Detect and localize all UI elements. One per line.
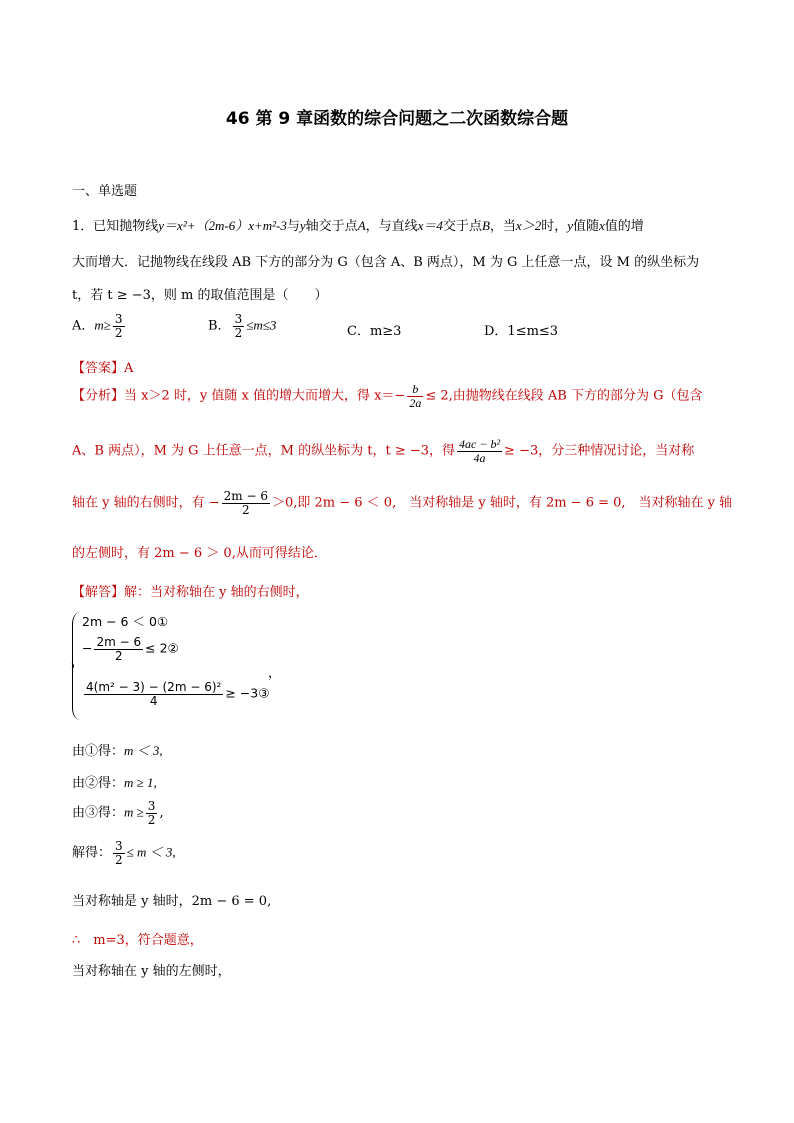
fraction bbox=[84, 681, 223, 707]
denominator: 2 bbox=[234, 325, 243, 340]
solution-intro bbox=[72, 581, 309, 600]
numerator: 3 bbox=[114, 312, 123, 326]
inequality-2 bbox=[82, 636, 179, 662]
question-line-1 bbox=[72, 215, 644, 234]
condition: x＞2 bbox=[515, 218, 542, 233]
question-line-3: t，若 t ≥ −3，则 m 的取值范围是（ ） bbox=[72, 288, 328, 303]
analysis-text: ≥ −3，分三种情况讨论，当对称 bbox=[504, 443, 695, 459]
option-c: C．m≥3 bbox=[347, 324, 402, 339]
numerator: 4(m² − 3) − (2m − 6)² bbox=[86, 680, 222, 694]
inequality-1: 2m − 6 ＜ 0① bbox=[82, 614, 169, 629]
answer-line bbox=[72, 357, 133, 376]
question-text: 与 bbox=[286, 219, 300, 234]
analysis-text: ≤ 2,由抛物线在线段 AB 下方的部分为 G（包含 bbox=[425, 388, 703, 404]
analysis-label: 【分析】 bbox=[72, 388, 125, 404]
solution-text: 解：当对称轴在 y 轴的右侧时， bbox=[124, 585, 309, 600]
var-y: y bbox=[299, 218, 306, 233]
question-line-2: 大而增大．记抛物线在线段 AB 下方的部分为 G（包含 A、B 两点），M 为 G 上任意一点，设 M 的纵坐标为 bbox=[72, 255, 700, 270]
numerator: b bbox=[407, 383, 423, 397]
fraction bbox=[146, 800, 158, 826]
minus-sign: − bbox=[82, 640, 93, 656]
fraction bbox=[222, 490, 270, 516]
section-heading: 一、单选题 bbox=[72, 184, 138, 199]
analysis-text: 轴在 y 轴的右侧时，有 − bbox=[72, 495, 220, 511]
option-a bbox=[72, 313, 127, 339]
fraction bbox=[457, 438, 502, 464]
denominator: 2 bbox=[114, 648, 123, 663]
analysis-line-2 bbox=[72, 438, 694, 464]
numerator: 2m − 6 bbox=[223, 489, 268, 503]
result-label: 由③得： bbox=[72, 805, 125, 821]
result-label: 由②得： bbox=[72, 776, 125, 791]
page-title: 46 第 9 章函数的综合问题之二次函数综合题 bbox=[225, 109, 569, 129]
result-value: m ≥ bbox=[124, 804, 144, 820]
analysis-line-1 bbox=[72, 383, 702, 409]
line-equation: x＝4 bbox=[417, 218, 443, 233]
answer-value: A bbox=[124, 361, 134, 376]
result-3 bbox=[72, 800, 164, 826]
denominator: 2 bbox=[147, 812, 156, 827]
point-b: B bbox=[481, 218, 490, 233]
result-value: m ＜ 3, bbox=[124, 743, 163, 758]
fraction bbox=[407, 383, 423, 409]
system-brace-tip bbox=[68, 663, 74, 669]
system-comma: ， bbox=[268, 666, 282, 681]
parabola-equation: y＝x²+（2m-6）x+m²-3 bbox=[158, 218, 287, 233]
result-value: ≤ m ＜ 3, bbox=[126, 844, 176, 860]
inequality-rhs: ≤ 2② bbox=[145, 640, 179, 656]
denominator: 2 bbox=[114, 325, 123, 340]
solution-label: 【解答】 bbox=[72, 585, 125, 600]
case-2-result: ∴ m=3，符合题意， bbox=[72, 933, 203, 948]
question-text: 值随 bbox=[573, 219, 600, 234]
question-text: 轴交于点 bbox=[305, 219, 358, 234]
numerator: 3 bbox=[234, 312, 243, 326]
result-label: 解得： bbox=[72, 845, 112, 861]
option-label: A． bbox=[72, 318, 95, 334]
question-number: 1．已知抛物线 bbox=[72, 219, 159, 234]
option-d: D．1≤m≤3 bbox=[484, 324, 559, 339]
numerator: 2m − 6 bbox=[96, 635, 142, 649]
question-text: 值的增 bbox=[604, 219, 644, 234]
result-label: 由①得： bbox=[72, 744, 125, 759]
result-value: m ≥ 1, bbox=[124, 775, 157, 790]
inequality-3 bbox=[82, 681, 269, 707]
question-text: ，与直线 bbox=[365, 219, 418, 234]
result-value: , bbox=[159, 805, 164, 821]
analysis-text: ＞0,即 2m − 6 ＜ 0, 当对称轴是 y 轴时，有 2m − 6 = 0, 当对称轴在 y 轴 bbox=[271, 495, 733, 511]
question-text: 时， bbox=[541, 219, 568, 234]
fraction bbox=[113, 313, 125, 339]
fraction bbox=[233, 313, 245, 339]
numerator: 4ac − b² bbox=[459, 437, 501, 451]
result-1 bbox=[72, 740, 163, 759]
fraction bbox=[113, 840, 125, 866]
fraction bbox=[94, 636, 143, 662]
analysis-text: 当 x＞2 时，y 值随 x 值的增大而增大，得 x＝− bbox=[124, 388, 406, 404]
option-label: B． bbox=[208, 318, 231, 334]
case-2: 当对称轴是 y 轴时，2m − 6 = 0, bbox=[72, 894, 272, 909]
denominator: 2 bbox=[115, 852, 123, 867]
analysis-text: A、B 两点），M 为 G 上任意一点，M 的纵坐标为 t，t ≥ −3，得 bbox=[72, 443, 456, 459]
numerator: 3 bbox=[147, 799, 156, 813]
case-3: 当对称轴在 y 轴的左侧时， bbox=[72, 964, 231, 979]
analysis-line-3 bbox=[72, 490, 732, 516]
option-b bbox=[208, 313, 276, 339]
solution-result bbox=[72, 840, 176, 866]
numerator: 3 bbox=[115, 839, 123, 853]
denominator: 2 bbox=[241, 502, 250, 517]
question-text: ，当 bbox=[489, 219, 516, 234]
analysis-line-4: 的左侧时，有 2m − 6 ＞ 0,从而可得结论． bbox=[72, 546, 327, 561]
denominator: 4a bbox=[473, 450, 486, 465]
denominator: 2a bbox=[409, 395, 422, 410]
option-text: m≥ bbox=[94, 317, 111, 333]
question-text: 交于点 bbox=[442, 219, 482, 234]
inequality-rhs: ≥ −3③ bbox=[225, 685, 270, 701]
option-text: ≤m≤3 bbox=[246, 317, 277, 333]
point-a: A bbox=[357, 218, 366, 233]
var-y: y bbox=[567, 218, 573, 233]
denominator: 4 bbox=[149, 693, 158, 708]
result-2 bbox=[72, 772, 157, 791]
answer-label: 【答案】 bbox=[72, 361, 125, 376]
var-x: x bbox=[599, 218, 605, 233]
